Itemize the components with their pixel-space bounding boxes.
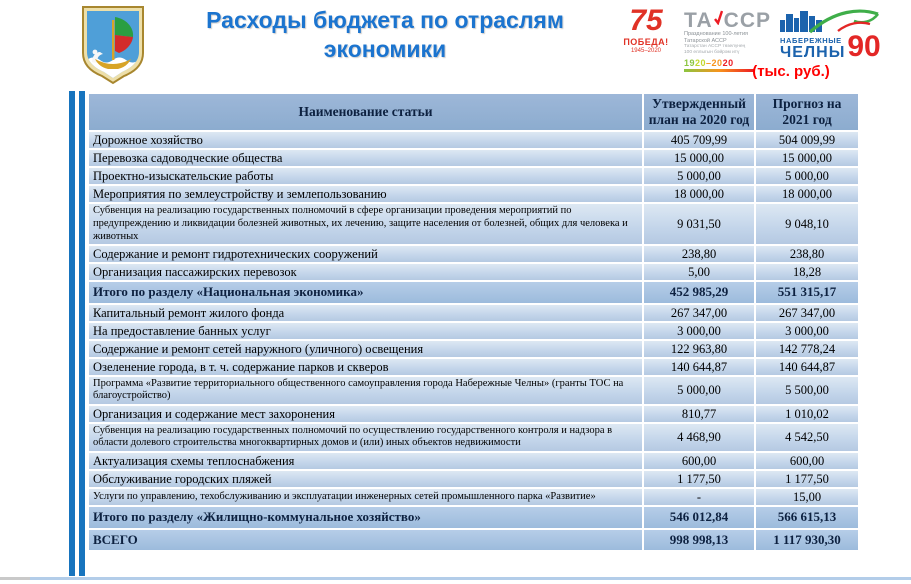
row-plan-2020: 5,00 [644, 264, 754, 280]
row-forecast-2021: 3 000,00 [756, 323, 858, 339]
chelny-city-line1: НАБЕРЕЖНЫЕ [780, 36, 842, 45]
tassr-part1: ТА [684, 9, 713, 32]
victory-75-logo [616, 6, 676, 54]
row-name: Обслуживание городских пляжей [89, 471, 642, 487]
left-accent-stripe-outer [69, 91, 75, 576]
row-forecast-2021: 267 347,00 [756, 305, 858, 321]
table-row [89, 132, 858, 148]
row-name: Содержание и ремонт гидротехнических сооружений [89, 246, 642, 262]
row-forecast-2021: 600,00 [756, 453, 858, 469]
budget-table-body [89, 132, 858, 550]
row-name: Субвенция на реализацию государственных полномочий по осуществлению государственного контроля и надзора в области долевого строительства многоквартирных домов и (или) иных объектов недвижимости [89, 424, 642, 451]
city-coat-of-arms-icon [76, 2, 150, 86]
row-plan-2020: 452 985,29 [644, 282, 754, 303]
header-row [89, 94, 858, 130]
table-row [89, 323, 858, 339]
row-name: Организация и содержание мест захоронения [89, 406, 642, 422]
row-name: Содержание и ремонт сетей наружного (уличного) освещения [89, 341, 642, 357]
row-forecast-2021: 238,80 [756, 246, 858, 262]
table-row [89, 186, 858, 202]
bottom-divider [0, 577, 911, 580]
row-forecast-2021: 15 000,00 [756, 150, 858, 166]
row-forecast-2021: 15,00 [756, 489, 858, 505]
row-plan-2020: 405 709,99 [644, 132, 754, 148]
budget-table-header [89, 94, 858, 130]
row-name: Итого по разделу «Жилищно-коммунальное хозяйство» [89, 507, 642, 528]
row-forecast-2021: 5 500,00 [756, 377, 858, 404]
table-row [89, 406, 858, 422]
chelny-wordmark [780, 30, 898, 63]
row-forecast-2021: 1 177,50 [756, 471, 858, 487]
col-header-forecast-2021: Прогноз на 2021 год [756, 94, 858, 130]
row-name: Проектно-изыскательские работы [89, 168, 642, 184]
tassr-subtitle-4: 100 еллыгын бәйрәм итү [684, 49, 740, 55]
row-plan-2020: 600,00 [644, 453, 754, 469]
row-plan-2020: 238,80 [644, 246, 754, 262]
chelny-city-line2: ЧЕЛНЫ [780, 44, 846, 61]
table-row-section-total [89, 282, 858, 303]
tassr-years-3: –20 [706, 57, 723, 68]
table-row [89, 359, 858, 375]
table-row [89, 204, 858, 244]
table-row [89, 168, 858, 184]
victory-75-label: ПОБЕДА! [623, 37, 669, 47]
left-accent-stripe-inner [79, 91, 85, 576]
row-name: Программа «Развитие территориального общественного самоуправления города Набережные Челны» (гранты ТОС на благоустройство) [89, 377, 642, 404]
tassr-years-4: 20 [722, 57, 734, 68]
row-plan-2020: 18 000,00 [644, 186, 754, 202]
row-plan-2020: 267 347,00 [644, 305, 754, 321]
table-row [89, 264, 858, 280]
table-row [89, 150, 858, 166]
row-name: Дорожное хозяйство [89, 132, 642, 148]
row-name: ВСЕГО [89, 530, 642, 551]
row-forecast-2021: 551 315,17 [756, 282, 858, 303]
table-row [89, 453, 858, 469]
row-forecast-2021: 1 010,02 [756, 406, 858, 422]
table-row [89, 377, 858, 404]
row-plan-2020: 546 012,84 [644, 507, 754, 528]
col-header-plan-2020: Утвержденный план на 2020 год [644, 94, 754, 130]
row-name: Перевозка садоводческие общества [89, 150, 642, 166]
col-header-name: Наименование статьи [89, 94, 642, 130]
row-plan-2020: 9 031,50 [644, 204, 754, 244]
table-row-grand-total [89, 530, 858, 551]
row-plan-2020: 998 998,13 [644, 530, 754, 551]
row-name: Субвенция на реализацию государственных полномочий в сфере организации проведения мероприятий по предупреждению и ликвидации болезней животных, их лечению, защите населения от болезней, общих для человека и животных [89, 204, 642, 244]
row-forecast-2021: 504 009,99 [756, 132, 858, 148]
tassr-years-1: 19 [684, 57, 696, 68]
row-name: Итого по разделу «Национальная экономика» [89, 282, 642, 303]
tassr-subtitle-3: Татарстан АССР төзелүнең [684, 44, 746, 49]
row-forecast-2021: 1 117 930,30 [756, 530, 858, 551]
row-plan-2020: 15 000,00 [644, 150, 754, 166]
table-row [89, 471, 858, 487]
row-forecast-2021: 18 000,00 [756, 186, 858, 202]
row-plan-2020: 4 468,90 [644, 424, 754, 451]
row-forecast-2021: 566 615,13 [756, 507, 858, 528]
row-name: Капитальный ремонт жилого фонда [89, 305, 642, 321]
table-row-section-total [89, 507, 858, 528]
row-name: Услуги по управлению, техобслуживанию и эксплуатации инженерных сетей промышленного парка «Развитие» [89, 489, 642, 505]
tassr-check-icon [714, 10, 723, 25]
row-plan-2020: 5 000,00 [644, 168, 754, 184]
row-forecast-2021: 5 000,00 [756, 168, 858, 184]
table-row [89, 305, 858, 321]
table-row [89, 246, 858, 262]
table-row [89, 489, 858, 505]
units-label: (тыс. руб.) [752, 63, 830, 80]
row-plan-2020: 140 644,87 [644, 359, 754, 375]
tassr-subtitle-2: Татарской АССР [684, 37, 727, 44]
budget-table [87, 92, 860, 552]
table-row [89, 424, 858, 451]
title-line-1: Расходы бюджета по отраслям [206, 7, 564, 33]
victory-75-number: 75 [629, 4, 663, 37]
row-plan-2020: - [644, 489, 754, 505]
row-name: Мероприятия по землеустройству и землепользованию [89, 186, 642, 202]
tassr-part2: ССР [723, 9, 772, 32]
chelny-90-logo [780, 8, 898, 63]
row-plan-2020: 5 000,00 [644, 377, 754, 404]
row-name: На предоставление банных услуг [89, 323, 642, 339]
row-name: Организация пассажирских перевозок [89, 264, 642, 280]
row-forecast-2021: 142 778,24 [756, 341, 858, 357]
row-plan-2020: 3 000,00 [644, 323, 754, 339]
row-forecast-2021: 18,28 [756, 264, 858, 280]
row-name: Озеленение города, в т. ч. содержание парков и скверов [89, 359, 642, 375]
row-forecast-2021: 9 048,10 [756, 204, 858, 244]
title-line-2: экономики [323, 36, 447, 62]
victory-75-years: 1945–2020 [630, 48, 662, 54]
row-name: Актуализация схемы теплоснабжения [89, 453, 642, 469]
row-forecast-2021: 4 542,50 [756, 424, 858, 451]
row-plan-2020: 122 963,80 [644, 341, 754, 357]
row-forecast-2021: 140 644,87 [756, 359, 858, 375]
chelny-90-number: 90 [847, 30, 881, 63]
tassr-years-2: 20 [695, 57, 707, 68]
tassr-subtitle-1: Празднование 100-летия [684, 31, 748, 37]
table-row [89, 341, 858, 357]
row-plan-2020: 1 177,50 [644, 471, 754, 487]
page-title [150, 6, 620, 64]
row-plan-2020: 810,77 [644, 406, 754, 422]
